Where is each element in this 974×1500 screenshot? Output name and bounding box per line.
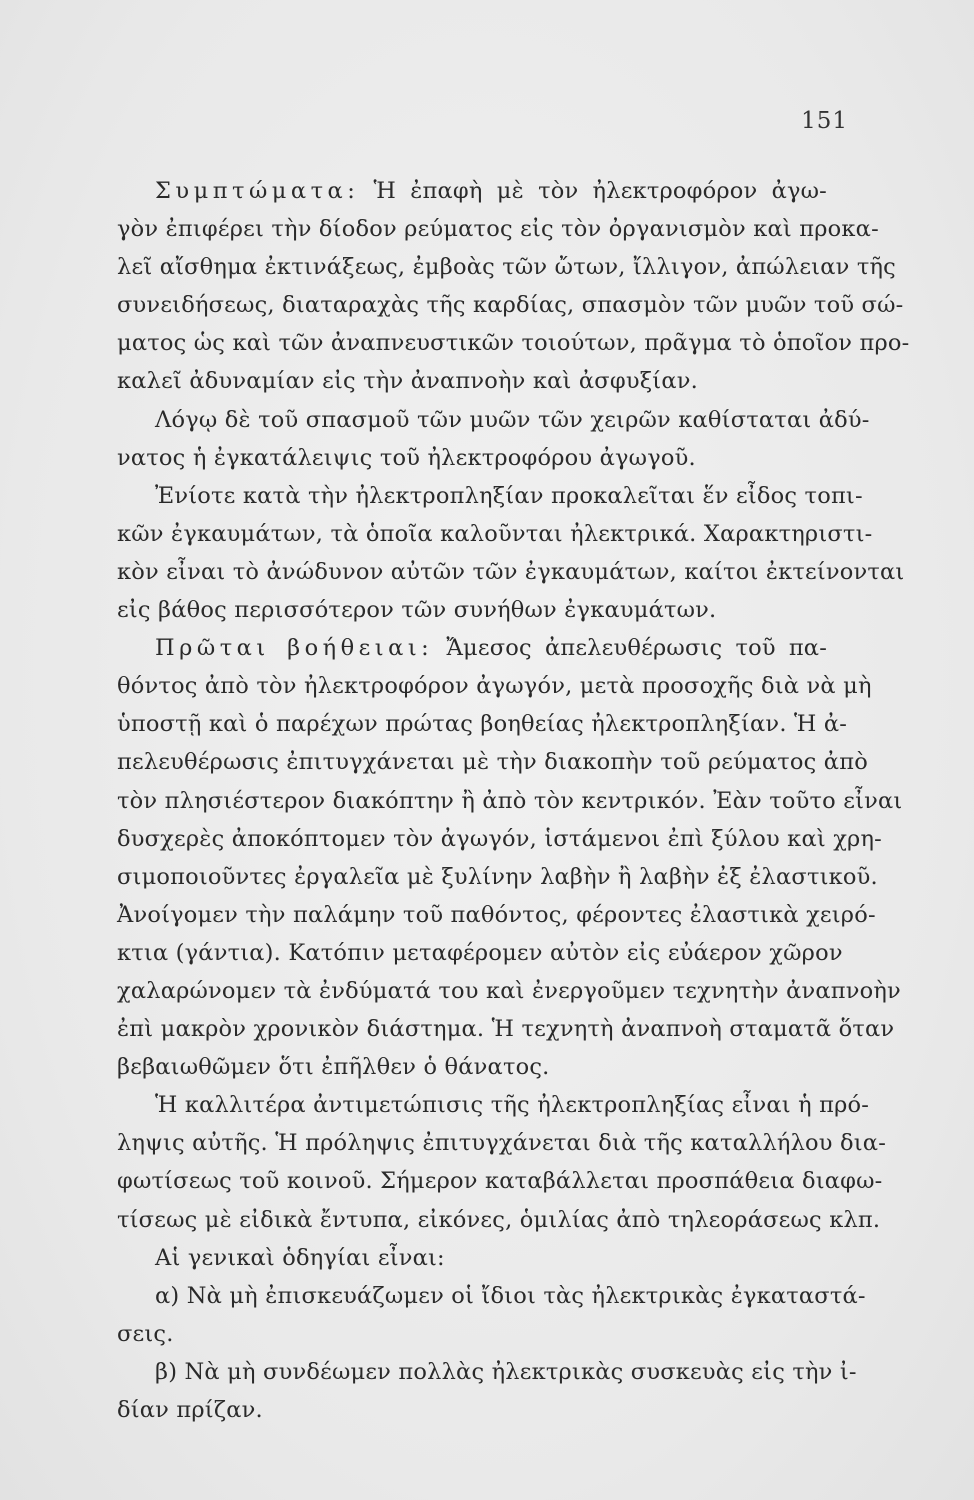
text-line: τὸν πλησιέστερον διακόπτην ἢ ἀπὸ τὸν κεντρικόν. Ἐὰν τοῦτο εἶναι <box>117 787 903 814</box>
page-number: 151 <box>801 108 848 134</box>
text-line: συνειδήσεως, διαταραχὰς τῆς καρδίας, σπασμὸν τῶν μυῶν τοῦ σώ- <box>117 292 904 319</box>
text-line: πελευθέρωσις ἐπιτυγχάνεται μὲ τὴν διακοπὴν τοῦ ρεύματος ἀπὸ <box>117 749 868 776</box>
list-item: β) Νὰ μὴ συνδέωμεν πολλὰς ἠλεκτρικὰς συσκευὰς εἰς τὴν ἰ- <box>155 1358 857 1385</box>
text-line: Ἀνοίγομεν τὴν παλάμην τοῦ παθόντος, φέροντες ἐλαστικὰ χειρό- <box>117 901 876 928</box>
text-line: χαλαρώνομεν τὰ ἐνδύματά του καὶ ἐνεργοῦμεν τεχνητὴν ἀναπνοὴν <box>117 977 901 1004</box>
text-line: γὸν ἐπιφέρει τὴν δίοδον ρεύματος εἰς τὸν ὀργανισμὸν καὶ προκα- <box>117 216 879 243</box>
text-line: εἰς βάθος περισσότερον τῶν συνήθων ἐγκαυμάτων. <box>117 597 717 624</box>
section-heading-first-aid: Πρῶται βοήθειαι: <box>155 635 434 662</box>
text-line: τίσεως μὲ εἰδικὰ ἔντυπα, εἰκόνες, ὁμιλίας ἀπὸ τηλεοράσεως κλπ. <box>117 1206 881 1233</box>
text-line: Ἐνίοτε κατὰ τὴν ἠλεκτροπληξίαν προκαλεῖται ἕν εἶδος τοπι- <box>155 482 863 509</box>
text-line: Ἡ καλλιτέρα ἀντιμετώπισις τῆς ἠλεκτροπληξίας εἶναι ἡ πρό- <box>155 1092 870 1119</box>
section-heading-symptoms: Συμπτώματα: <box>155 178 360 204</box>
text-line: θόντος ἀπὸ τὸν ἠλεκτροφόρον ἀγωγόν, μετὰ προσοχῆς διὰ νὰ μὴ <box>117 673 872 700</box>
text-line: κῶν ἐγκαυμάτων, τὰ ὁποῖα καλοῦνται ἠλεκτρικά. Χαρακτηριστι- <box>117 520 873 547</box>
text-line: δυσχερὲς ἀποκόπτομεν τὸν ἀγωγόν, ἱστάμενοι ἐπὶ ξύλου καὶ χρη- <box>117 825 882 852</box>
body-text <box>117 172 910 1429</box>
text-line: ἐπὶ μακρὸν χρονικὸν διάστημα. Ἡ τεχνητὴ ἀναπνοὴ σταματᾶ ὅταν <box>117 1016 895 1043</box>
text-line: δίαν πρίζαν. <box>117 1397 263 1423</box>
text-line: ληψις αὐτῆς. Ἡ πρόληψις ἐπιτυγχάνεται διὰ τῆς καταλλήλου δια- <box>117 1130 886 1157</box>
text-line: κτια (γάντια). Κατόπιν μεταφέρομεν αὐτὸν εἰς εὐάερον χῶρον <box>117 939 843 966</box>
text-line: καλεῖ ἀδυναμίαν εἰς τὴν ἀναπνοὴν καὶ ἀσφυξίαν. <box>117 368 698 395</box>
text-line: ὑποστῇ καὶ ὁ παρέχων πρώτας βοηθείας ἠλεκτροπληξίαν. Ἡ ἀ- <box>117 711 848 738</box>
text-line: σιμοποιοῦντες ἐργαλεῖα μὲ ξυλίνην λαβὴν ἢ λαβὴν ἐξ ἐλαστικοῦ. <box>117 863 878 890</box>
text-line: νατος ἡ ἐγκατάλειψις τοῦ ἠλεκτροφόρου ἀγωγοῦ. <box>117 444 696 471</box>
list-item: α) Νὰ μὴ ἐπισκευάζωμεν οἱ ἴδιοι τὰς ἠλεκτρικὰς ἐγκαταστά- <box>155 1282 866 1309</box>
text-line: Αἱ γενικαὶ ὁδηγίαι εἶναι: <box>155 1244 445 1271</box>
text-line: κὸν εἶναι τὸ ἀνώδυνον αὐτῶν τῶν ἐγκαυμάτων, καίτοι ἐκτείνονται <box>117 558 905 585</box>
text-line: Πρῶται βοήθειαι: Ἄμεσος ἀπελευθέρωσις τοῦ πα- <box>155 635 828 662</box>
text-line: βεβαιωθῶμεν ὅτι ἐπῆλθεν ὁ θάνατος. <box>117 1054 550 1081</box>
text-line: ματος ὡς καὶ τῶν ἀναπνευστικῶν τοιούτων, πρᾶγμα τὸ ὁποῖον προ- <box>117 330 910 357</box>
text-line: φωτίσεως τοῦ κοινοῦ. Σήμερον καταβάλλεται προσπάθεια διαφω- <box>117 1168 883 1195</box>
text-line: λεῖ αἴσθημα ἐκτινάξεως, ἐμβοὰς τῶν ὤτων, ἴλλιγον, ἀπώλειαν τῆς <box>117 254 896 281</box>
text-line: Συμπτώματα: Ἡ ἐπαφὴ μὲ τὸν ἠλεκτροφόρον ἀγω- <box>155 178 827 204</box>
text-line: σεις. <box>117 1320 174 1347</box>
text-line: Λόγῳ δὲ τοῦ σπασμοῦ τῶν μυῶν τῶν χειρῶν καθίσταται ἀδύ- <box>155 406 870 433</box>
